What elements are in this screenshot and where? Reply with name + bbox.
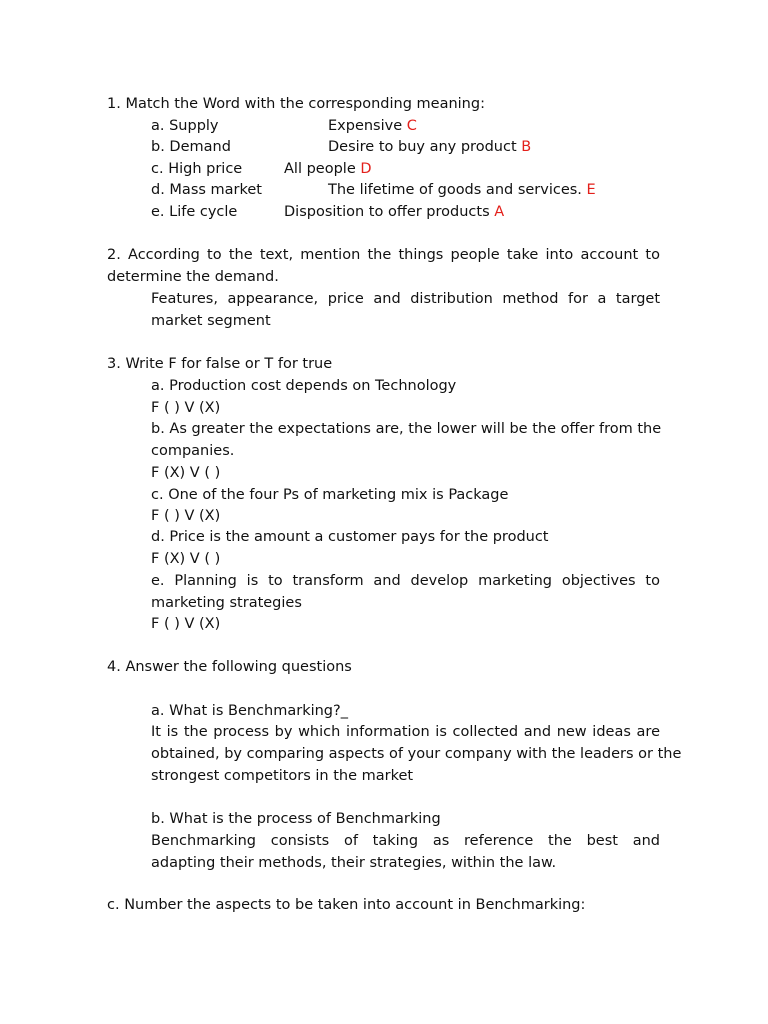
q1-meaning-a: Expensive C <box>328 118 417 134</box>
q4-question-a: a. What is Benchmarking?_ <box>151 703 348 719</box>
q4-answer-b-line1: Benchmarking consists of taking as reference the best and <box>151 833 660 849</box>
q1-word-a: a. Supply <box>151 118 219 134</box>
q2-heading-line2: determine the demand. <box>107 269 279 285</box>
q3-answer-d: F (X) V ( ) <box>151 551 221 567</box>
q1-answer-c: D <box>360 161 372 177</box>
q3-item-e-line2: marketing strategies <box>151 595 302 611</box>
q1-word-d: d. Mass market <box>151 182 262 198</box>
q3-heading: 3. Write F for false or T for true <box>107 356 333 372</box>
q2-answer-line1: Features, appearance, price and distribution method for a target <box>151 291 660 307</box>
q4-question-c: c. Number the aspects to be taken into account in Benchmarking: <box>107 897 586 913</box>
q1-meaning-d: The lifetime of goods and services. E <box>328 182 596 198</box>
q4-heading: 4. Answer the following questions <box>107 659 352 675</box>
q4-answer-a-line1: It is the process by which information is collected and new ideas are <box>151 724 660 740</box>
q1-answer-d: E <box>586 182 596 198</box>
q1-meaning-c: All people D <box>284 161 372 177</box>
q1-answer-e: A <box>494 204 505 220</box>
q4-answer-a-line3: strongest competitors in the market <box>151 768 414 784</box>
q2-heading-line1: 2. According to the text, mention the things people take into account to <box>107 247 660 263</box>
q3-item-a: a. Production cost depends on Technology <box>151 378 457 394</box>
q3-item-b-line2: companies. <box>151 443 235 459</box>
q4-answer-a-line2: obtained, by comparing aspects of your company with the leaders or the <box>151 746 682 762</box>
q2-answer-line2: market segment <box>151 313 271 329</box>
q1-word-b: b. Demand <box>151 139 231 155</box>
q1-meaning-b: Desire to buy any product B <box>328 139 532 155</box>
q3-answer-c: F ( ) V (X) <box>151 508 221 524</box>
q1-meaning-e: Disposition to offer products A <box>284 204 505 220</box>
q3-item-c: c. One of the four Ps of marketing mix is Package <box>151 487 509 503</box>
q3-answer-a: F ( ) V (X) <box>151 400 221 416</box>
q3-answer-b: F (X) V ( ) <box>151 465 221 481</box>
q3-item-b-line1: b. As greater the expectations are, the lower will be the offer from the <box>151 421 662 437</box>
q3-item-d: d. Price is the amount a customer pays for the product <box>151 529 549 545</box>
q3-item-e-line1: e. Planning is to transform and develop marketing objectives to <box>151 573 660 589</box>
q3-answer-e: F ( ) V (X) <box>151 616 221 632</box>
q4-answer-b-line2: adapting their methods, their strategies, within the law. <box>151 855 557 871</box>
q1-answer-b: B <box>521 139 532 155</box>
q1-answer-a: C <box>406 118 417 134</box>
q1-word-c: c. High price <box>151 161 243 177</box>
q1-heading: 1. Match the Word with the corresponding meaning: <box>107 96 485 112</box>
q1-word-e: e. Life cycle <box>151 204 238 220</box>
q4-question-b: b. What is the process of Benchmarking <box>151 811 441 827</box>
